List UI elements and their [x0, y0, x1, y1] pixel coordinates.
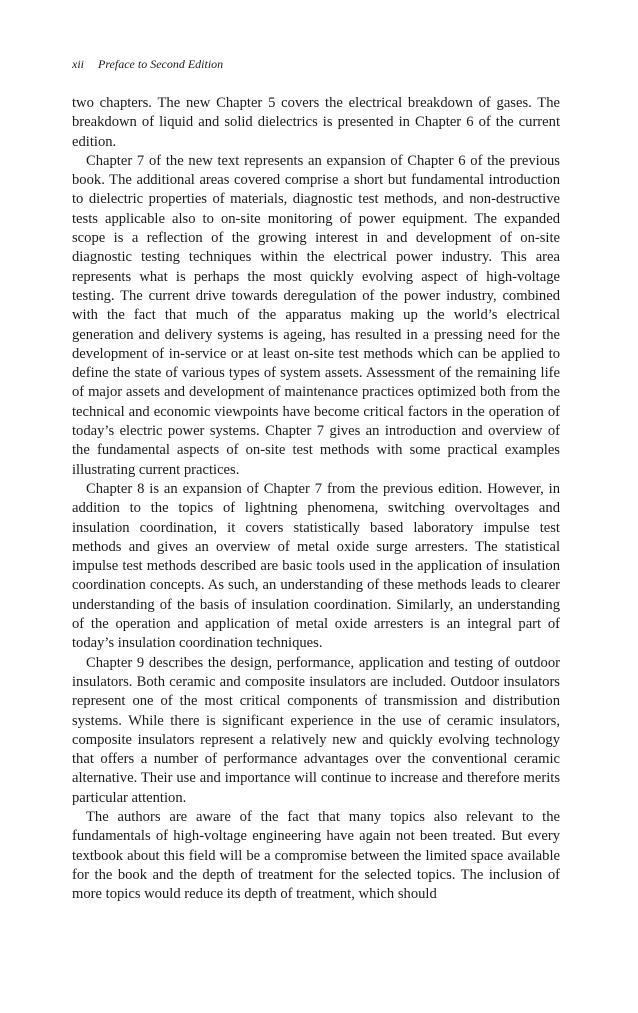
paragraph-chapter-8: Chapter 8 is an expansion of Chapter 7 from the previous edition. However, in addition to the topics of lightning phenomena, switching overvoltages and insulation coordination, it covers statistically based laboratory impulse test methods and gives an overview of metal oxide surge arresters. The statistical impulse test methods described are basic tools used in the application of insulation coordination concepts. As such, an understanding of these methods leads to clearer understanding of the basis of insulation coordination. Similarly, an understanding of the operation and application of metal oxide arresters is an integral part of today’s insulation coordination techniques.	[72, 480, 560, 652]
running-head	[72, 56, 560, 72]
body-text	[72, 94, 560, 904]
book-page	[72, 56, 560, 904]
paragraph-chapter-7: Chapter 7 of the new text represents an expansion of Chapter 6 of the previous book. The additional areas covered comprise a short but fundamental introduction to dielectric properties of materials, diagnostic test methods, and non-destructive tests applicable also to on-site monitoring of power equipment. The expanded scope is a reflection of the growing interest in and development of on-site diagnostic testing techniques within the electrical power industry. This area represents what is perhaps the most quickly evolving aspect of high-voltage testing. The current drive towards deregulation of the power industry, combined with the fact that much of the apparatus making up the world’s electrical generation and delivery systems is ageing, has resulted in a pressing need for the development of in-service or at least on-site test methods which can be applied to define the state of various types of system assets. Assessment of the remaining life of major assets and development of maintenance practices optimized both from the technical and economic viewpoints have become critical factors in the operation of today’s electric power systems. Chapter 7 gives an introduction and overview of the fundamental aspects of on-site test methods with some practical examples illustrating current practices.	[72, 152, 560, 478]
paragraph-chapter-9: Chapter 9 describes the design, performance, application and testing of outdoor insulators. Both ceramic and composite insulators are included. Outdoor insulators represent one of the most critical components of transmission and distribution systems. While there is significant experience in the use of ceramic insulators, composite insulators represent a relatively new and quickly evolving technology that offers a number of performance advantages over the conventional ceramic alternative. Their use and importance will continue to increase and therefore merits particular attention.	[72, 654, 560, 806]
running-head-title: Preface to Second Edition	[98, 57, 224, 71]
page-number: xii	[72, 57, 84, 71]
paragraph-authors-note: The authors are aware of the fact that many topics also relevant to the fundamentals of high-voltage engineering have again not been treated. But every textbook about this field will be a compromise between the limited space available for the book and the depth of treatment for the selected topics. The inclusion of more topics would reduce its depth of treatment, which should	[72, 808, 560, 903]
paragraph-continuation: two chapters. The new Chapter 5 covers the electrical breakdown of gases. The breakdown of liquid and solid dielectrics is presented in Chapter 6 of the current edition.	[72, 95, 560, 150]
